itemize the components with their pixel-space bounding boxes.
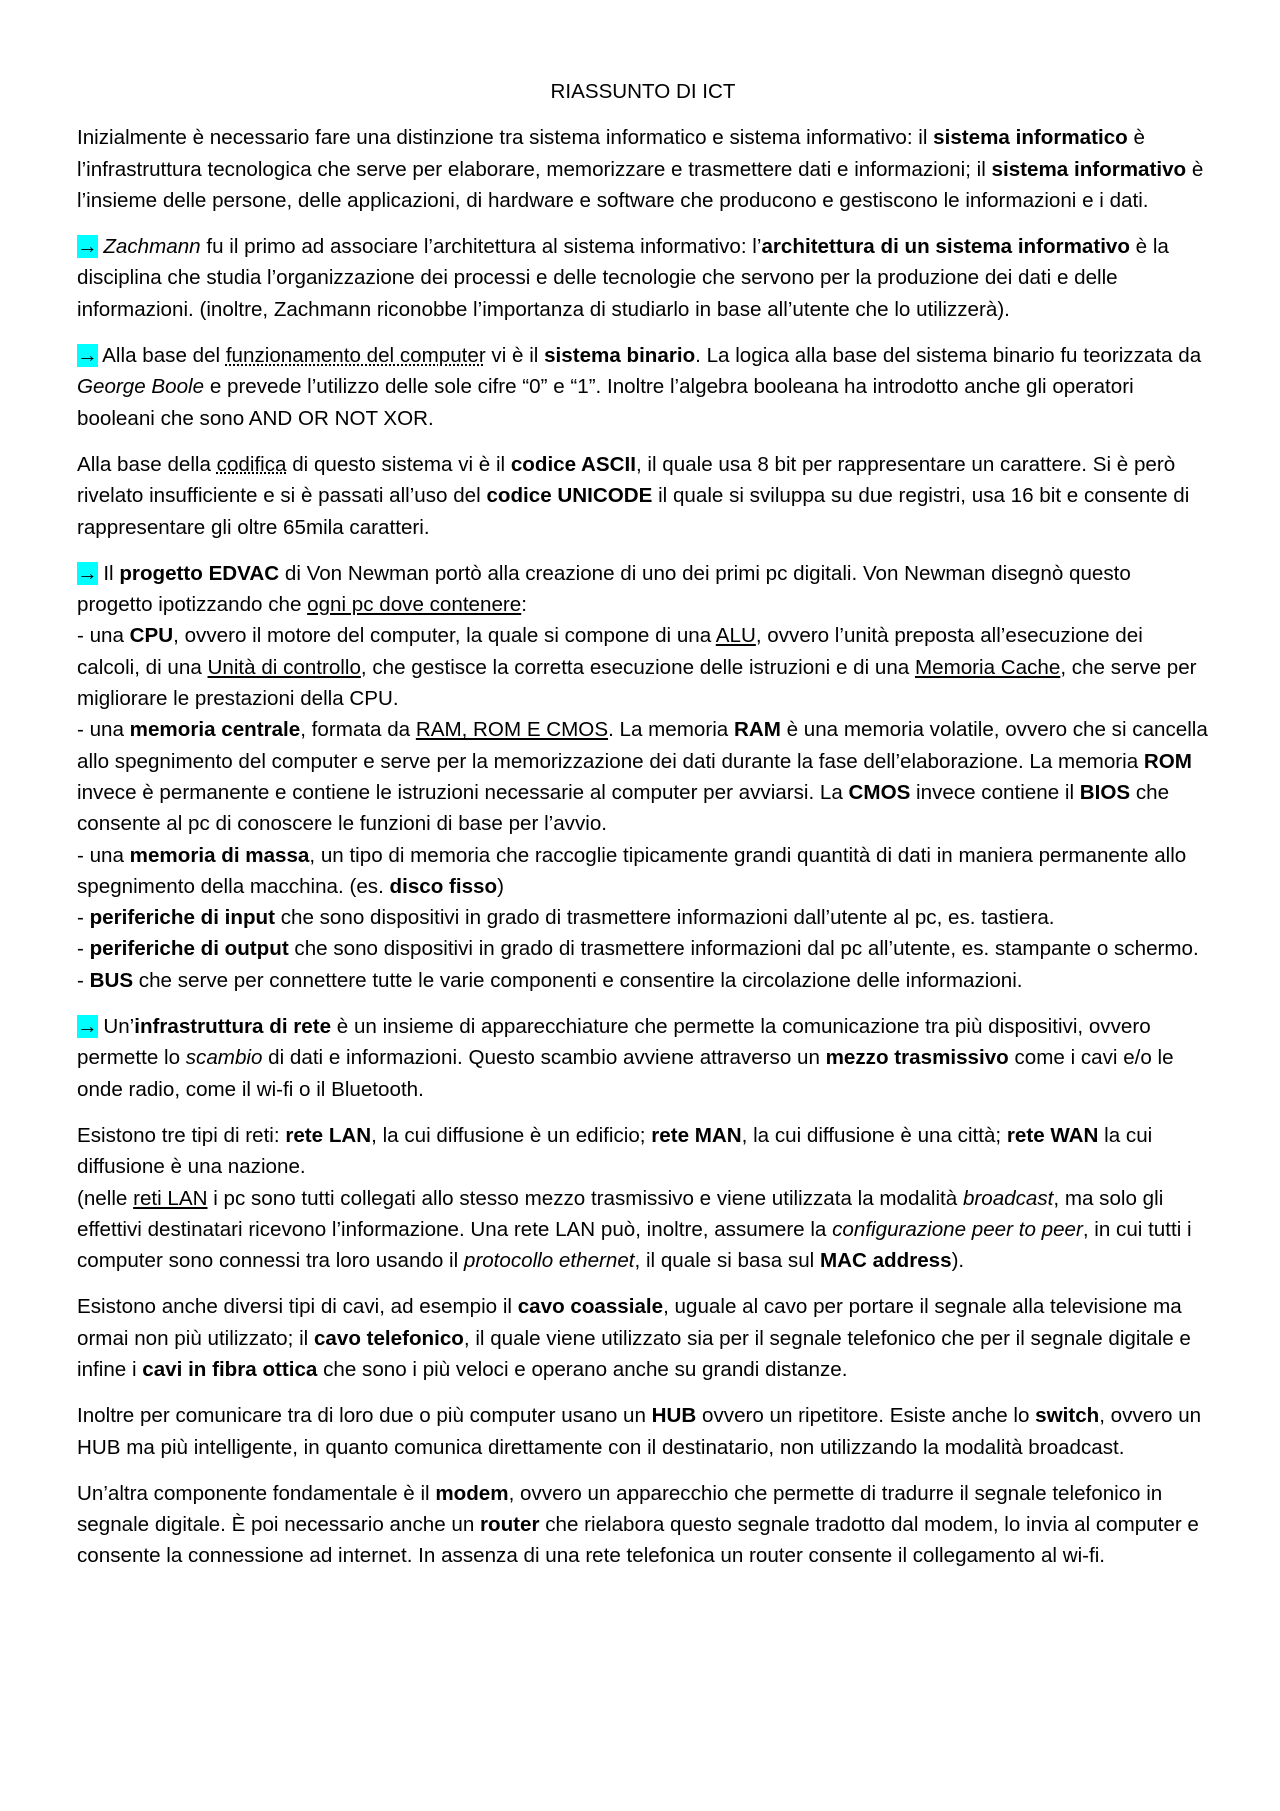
list-item-cpu: - una CPU, ovvero il motore del computer, la quale si compone di una ALU, ovvero l’unità preposta all’esecuzione dei calcoli, di una Unità di controllo, che gestisce la corretta esecuzione delle istruzioni e di una Memoria Cache, che serve per migliorare le prestazioni della CPU. — [77, 624, 1197, 711]
bold-term: CMOS — [848, 780, 911, 804]
italic-term: Zachmann — [103, 235, 201, 259]
bold-term: RAM — [733, 718, 781, 742]
underlined-term: Unità di controllo — [207, 655, 361, 679]
bold-term: sistema informatico — [933, 126, 1128, 150]
bold-term: progetto EDVAC — [119, 561, 280, 585]
list-item-memoria-centrale: - una memoria centrale, formata da RAM, ROM E CMOS. La memoria RAM è una memoria volatile, ovvero che si cancella allo spegnimento del computer e serve per la memorizzazione dei dati durante la fase dell’elaborazione. La memoria ROM invece è permanente e contiene le istruzioni necessarie al computer per avviarsi. La CMOS invece contiene il BIOS che consente al pc di conoscere le funzioni di base per l’avvio. — [77, 718, 1208, 836]
underlined-term: ALU — [715, 624, 756, 648]
arrow-highlight: → — [77, 1015, 98, 1039]
bold-term: MAC address — [819, 1249, 952, 1273]
paragraph-hub-switch: Inoltre per comunicare tra di loro due o più computer usano un HUB ovvero un ripetitore. Esiste anche lo switch, ovvero un HUB ma più intelligente, in quanto comunica direttamente con il destinatario, non utilizzando la modalità broadcast. — [77, 1404, 1202, 1459]
bold-term: infrastruttura di rete — [134, 1015, 332, 1039]
paragraph-sistema-informatico: Inizialmente è necessario fare una distinzione tra sistema informatico e sistema informativo: il sistema informatico è l’infrastruttura tecnologica che serve per elaborare, memorizzare e trasmettere dati e informazioni; il sistema informativo è l’insieme delle persone, delle applicazioni, di hardware e software che producono e gestiscono le informazioni e i dati. — [77, 126, 1204, 212]
paragraph-modem-router: Un’altra componente fondamentale è il modem, ovvero un apparecchio che permette di tradurre il segnale telefonico in segnale digitale. È poi necessario anche un router che rielabora questo segnale tradotto dal modem, lo invia al computer e consente la connessione ad internet. In assenza di una rete telefonica un router consente il collegamento al wi-fi. — [77, 1481, 1199, 1568]
bold-term: router — [480, 1513, 540, 1537]
paragraph-codifica: Alla base della codifica di questo sistema vi è il codice ASCII, il quale usa 8 bit per rappresentare un carattere. Si è però rivelato insufficiente e si è passati all’uso del codice UNICODE il quale si sviluppa su due registri, usa 16 bit e consente di rappresentare gli oltre 65mila caratteri. — [77, 452, 1190, 539]
document-title: RIASSUNTO DI ICT — [550, 80, 736, 103]
italic-term: scambio — [185, 1046, 263, 1070]
reti-intro: Esistono tre tipi di reti: rete LAN, la cui diffusione è un edificio; rete MAN, la cui diffusione è una città; rete WAN la cui diffusione è una nazione. — [77, 1123, 1153, 1179]
italic-term: configurazione peer to peer — [832, 1217, 1083, 1241]
paragraph-zachmann: → Zachmann fu il primo ad associare l’architettura al sistema informativo: l’architettura di un sistema informativo è la disciplina che studia l’organizzazione dei processi e delle tecnologie che servono per la produzione dei dati e delle informazioni. (inoltre, Zachmann riconobbe l’importanza di studiarlo in base all’utente che lo utilizzerà). — [77, 235, 1169, 321]
bold-term: architettura di un sistema informativo — [761, 235, 1130, 259]
list-item-periferiche-input: - periferiche di input che sono dispositivi in grado di trasmettere informazioni dall’utente al pc, es. tastiera. — [77, 906, 1055, 930]
bold-term: HUB — [651, 1404, 697, 1428]
bold-term: BUS — [89, 968, 134, 992]
bold-term: CPU — [129, 624, 174, 648]
bold-term: memoria centrale — [129, 718, 301, 742]
bold-term: memoria di massa — [129, 843, 310, 867]
paragraph-infrastruttura-rete: → Un’infrastruttura di rete è un insieme di apparecchiature che permette la comunicazione tra più dispositivi, ovvero permette lo scambio di dati e informazioni. Questo scambio avviene attraverso un mezzo trasmissivo come i cavi e/o le onde radio, come il wi-fi o il Bluetooth. — [77, 1015, 1174, 1101]
italic-term: protocollo ethernet — [463, 1249, 635, 1273]
bold-term: codice UNICODE — [486, 484, 653, 508]
underlined-term: RAM, ROM E CMOS — [415, 718, 609, 742]
bold-term: mezzo trasmissivo — [825, 1046, 1009, 1070]
reti-lan-note: (nelle reti LAN i pc sono tutti collegati allo stesso mezzo trasmissivo e viene utilizzata la modalità broadcast, ma solo gli effettivi destinatari ricevono l’informazione. Una rete LAN può, inoltre, assumere la configurazione peer to peer, in cui tutti i computer sono connessi tra loro usando il protocollo ethernet, il quale si basa sul MAC address). — [77, 1186, 1192, 1273]
underlined-term: Memoria Cache — [914, 655, 1061, 679]
arrow-highlight: → — [77, 235, 98, 259]
arrow-highlight: → — [77, 561, 98, 585]
bold-term: periferiche di output — [89, 937, 289, 961]
bold-term: disco fisso — [389, 874, 498, 898]
list-item-bus: - BUS che serve per connettere tutte le varie componenti e consentire la circolazione delle informazioni. — [77, 968, 1023, 992]
underlined-term: codifica — [216, 452, 287, 476]
paragraph-tipi-reti — [77, 1120, 1209, 1276]
bold-term: rete MAN — [651, 1123, 742, 1147]
bold-term: BIOS — [1079, 780, 1131, 804]
underlined-term: reti LAN — [133, 1186, 208, 1210]
bold-term: cavi in fibra ottica — [142, 1357, 318, 1381]
bold-term: cavo coassiale — [517, 1295, 664, 1319]
bold-term: switch — [1035, 1404, 1100, 1428]
paragraph-edvac — [77, 558, 1209, 996]
bold-term: rete LAN — [285, 1123, 372, 1147]
italic-term: broadcast — [962, 1186, 1054, 1210]
arrow-highlight: → — [77, 344, 98, 368]
document-page — [77, 76, 1209, 1587]
edvac-intro: → Il progetto EDVAC di Von Newman portò alla creazione di uno dei primi pc digitali. Von Newman disegnò questo progetto ipotizzando che ogni pc dove contenere: — [77, 561, 1131, 617]
bold-term: cavo telefonico — [313, 1326, 464, 1350]
italic-term: George Boole — [77, 375, 205, 399]
bold-term: modem — [435, 1481, 509, 1505]
bold-term: periferiche di input — [89, 906, 275, 930]
bold-term: ROM — [1143, 749, 1192, 773]
paragraph-sistema-binario: → Alla base del funzionamento del computer vi è il sistema binario. La logica alla base del sistema binario fu teorizzata da George Boole e prevede l’utilizzo delle sole cifre “0” e “1”. Inoltre l’algebra booleana ha introdotto anche gli operatori booleani che sono AND OR NOT XOR. — [77, 344, 1202, 430]
paragraph-cavi: Esistono anche diversi tipi di cavi, ad esempio il cavo coassiale, uguale al cavo per portare il segnale alla televisione ma ormai non più utilizzato; il cavo telefonico, il quale viene utilizzato sia per il segnale telefonico che per il segnale digitale e infine i cavi in fibra ottica che sono i più veloci e operano anche su grandi distanze. — [77, 1295, 1191, 1381]
bold-term: sistema informativo — [991, 157, 1187, 181]
underlined-term: ogni pc dove contenere — [307, 593, 522, 617]
bold-term: sistema binario — [544, 344, 696, 368]
bold-term: codice ASCII — [510, 452, 636, 476]
bold-term: rete WAN — [1006, 1123, 1099, 1147]
underlined-term: funzionamento del computer — [225, 344, 486, 368]
list-item-periferiche-output: - periferiche di output che sono dispositivi in grado di trasmettere informazioni dal pc all’utente, es. stampante o schermo. — [77, 937, 1199, 961]
list-item-memoria-di-massa: - una memoria di massa, un tipo di memoria che raccoglie tipicamente grandi quantità di dati in maniera permanente allo spegnimento della macchina. (es. disco fisso) — [77, 843, 1187, 898]
